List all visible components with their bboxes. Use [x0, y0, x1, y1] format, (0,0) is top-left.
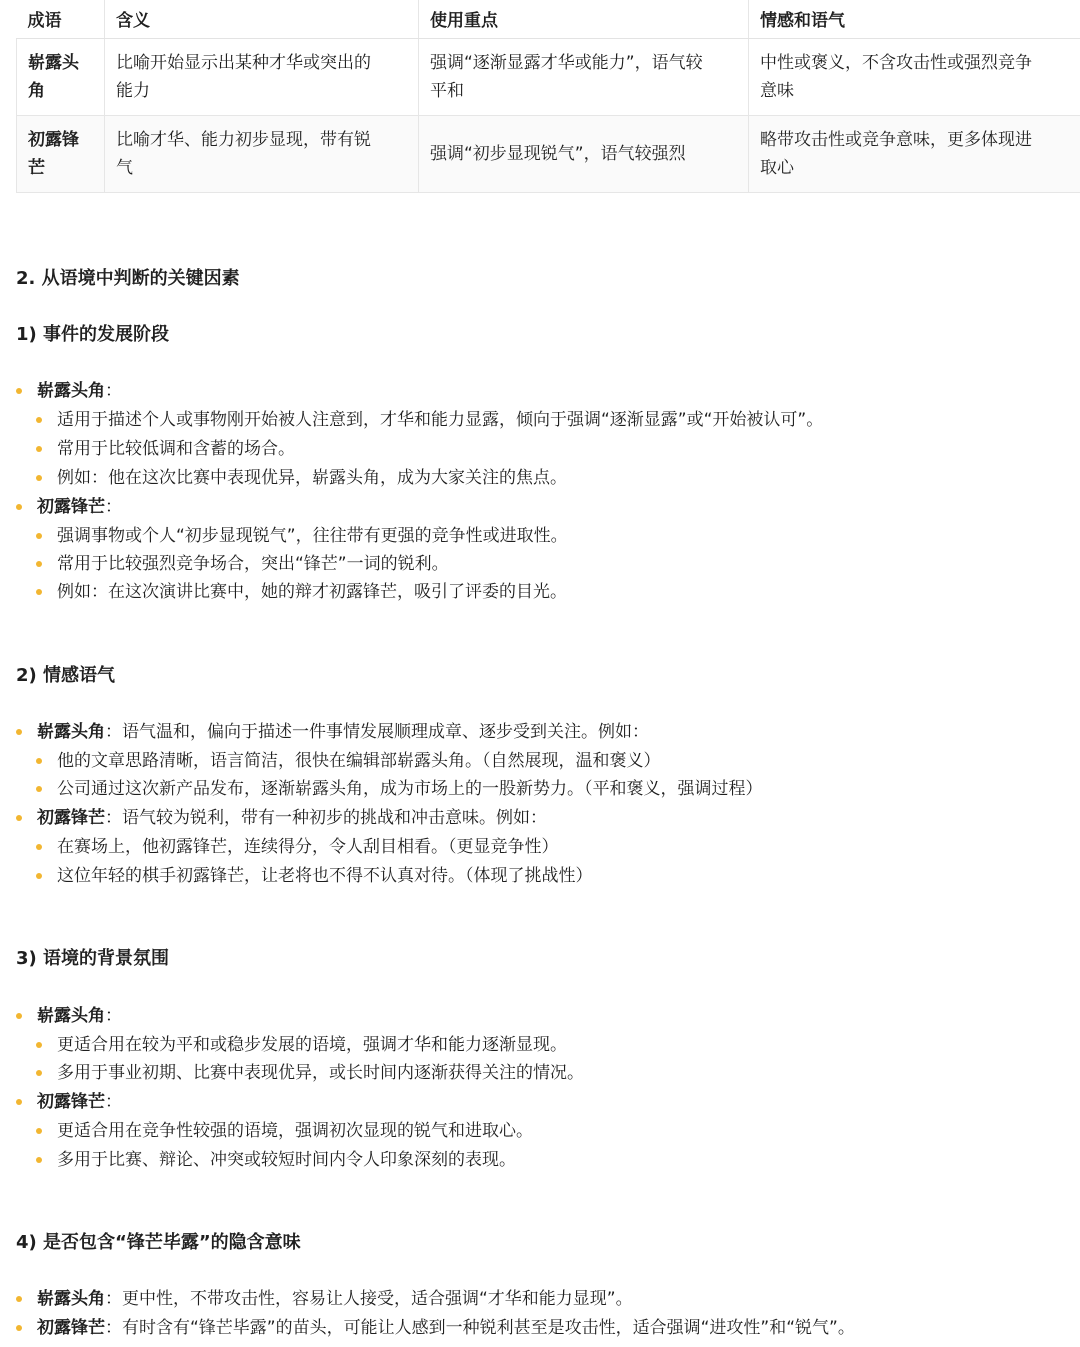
list-item: 强调事物或个人“初步显现锐气”，往往带有更强的竞争性或进取性。	[57, 523, 568, 549]
list-item: 适用于描述个人或事物刚开始被人注意到，才华和能力显露，倾向于强调“逐渐显露”或“开始被认可”。	[57, 407, 823, 433]
header-focus: 使用重点	[419, 0, 749, 38]
list-item: 例如：在这次演讲比赛中，她的辩才初露锋芒，吸引了评委的目光。	[57, 579, 567, 605]
subsection-heading: 1) 事件的发展阶段	[16, 324, 170, 345]
list-item: 在赛场上，他初露锋芒，连续得分，令人刮目相看。（更显竞争性）	[57, 834, 559, 860]
cell-focus: 强调“逐渐显露才华或能力”，语气较 平和	[419, 38, 749, 115]
header-idiom: 成语	[17, 0, 105, 38]
table-row	[17, 38, 1080, 115]
list-item: 这位年轻的棋手初露锋芒，让老将也不得不认真对待。（体现了挑战性）	[57, 863, 593, 889]
list-item: 他的文章思路清晰，语言简洁，很快在编辑部崭露头角。（自然展现，温和褒义）	[57, 748, 661, 774]
list-item: 常用于比较强烈竞争场合，突出“锋芒”一词的锐利。	[57, 551, 449, 577]
table-header-row	[17, 0, 1080, 38]
cell-focus: 强调“初步显现锐气”，语气较强烈	[419, 115, 749, 192]
list-item: 崭露头角：	[37, 378, 122, 404]
list-item: 例如：他在这次比赛中表现优异，崭露头角，成为大家关注的焦点。	[57, 465, 567, 491]
list-item: 常用于比较低调和含蓄的场合。	[57, 436, 295, 462]
header-tone: 情感和语气	[749, 0, 1080, 38]
cell-meaning: 比喻开始显示出某种才华或突出的 能力	[105, 38, 419, 115]
list-item: 初露锋芒：	[37, 1089, 122, 1115]
subsection-heading: 2) 情感语气	[16, 665, 116, 686]
list-item: 崭露头角：	[37, 1003, 122, 1029]
cell-tone: 中性或褒义，不含攻击性或强烈竞争 意味	[749, 38, 1080, 115]
list-item: 更适合用在竞争性较强的语境，强调初次显现的锐气和进取心。	[57, 1118, 533, 1144]
section-heading: 2. 从语境中判断的关键因素	[16, 268, 240, 289]
list-item: 多用于事业初期、比赛中表现优异，或长时间内逐渐获得关注的情况。	[57, 1060, 584, 1086]
list-item: 初露锋芒：	[37, 494, 122, 520]
cell-tone: 略带攻击性或竞争意味，更多体现进 取心	[749, 115, 1080, 192]
cell-meaning: 比喻才华、能力初步显现，带有锐 气	[105, 115, 419, 192]
list-item: 公司通过这次新产品发布，逐渐崭露头角，成为市场上的一股新势力。（平和褒义，强调过程）	[57, 776, 763, 802]
subsection-heading: 4) 是否包含“锋芒毕露”的隐含意味	[16, 1232, 301, 1253]
list-item: 崭露头角：更中性，不带攻击性，容易让人接受，适合强调“才华和能力显现”。	[37, 1286, 633, 1312]
list-item: 初露锋芒：有时含有“锋芒毕露”的苗头，可能让人感到一种锐利甚至是攻击性，适合强调“进攻性”和“锐气”。	[37, 1315, 855, 1341]
list-item: 更适合用在较为平和或稳步发展的语境，强调才华和能力逐渐显现。	[57, 1032, 567, 1058]
list-item: 初露锋芒：语气较为锐利，带有一种初步的挑战和冲击意味。例如：	[37, 805, 547, 831]
cell-idiom: 崭露头 角	[17, 38, 105, 115]
comparison-table	[16, 0, 1080, 193]
list-item: 崭露头角：语气温和，偏向于描述一件事情发展顺理成章、逐步受到关注。例如：	[37, 719, 649, 745]
cell-idiom: 初露锋 芒	[17, 115, 105, 192]
subsection-heading: 3) 语境的背景氛围	[16, 948, 170, 969]
list-item: 多用于比赛、辩论、冲突或较短时间内令人印象深刻的表现。	[57, 1147, 516, 1173]
table-row	[17, 115, 1080, 192]
header-meaning: 含义	[105, 0, 419, 38]
